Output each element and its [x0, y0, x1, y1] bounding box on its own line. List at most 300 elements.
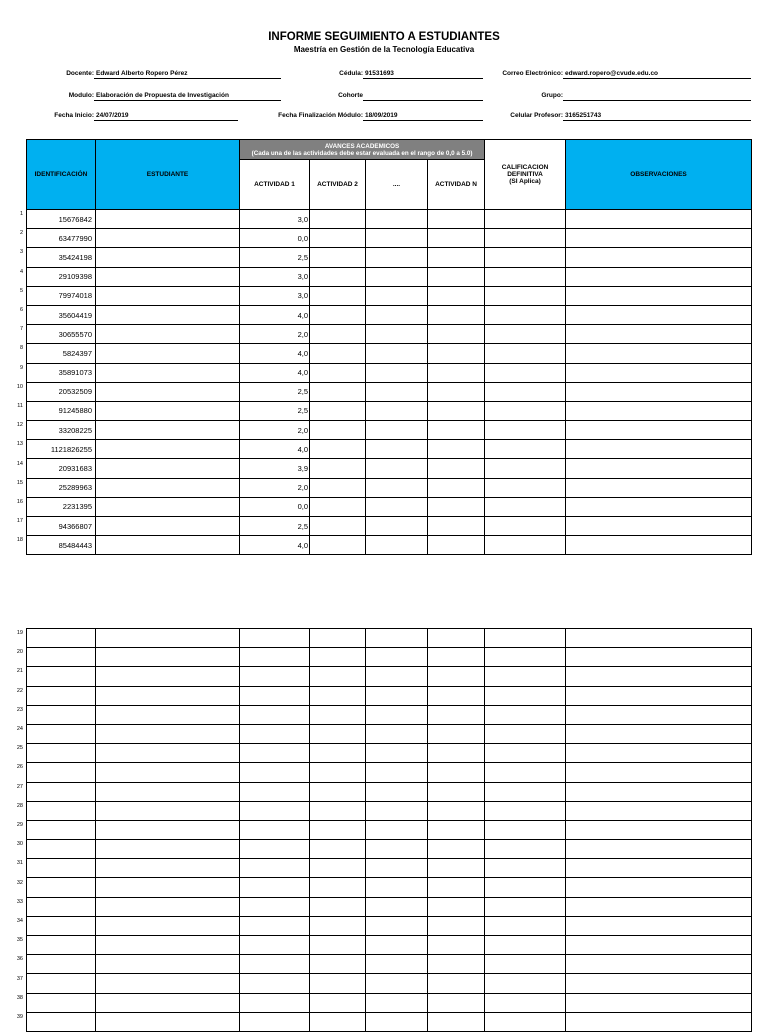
calificacion-cell[interactable] [485, 210, 566, 229]
blank-cell[interactable] [240, 667, 310, 686]
blank-cell[interactable] [96, 1012, 240, 1031]
observaciones-cell[interactable] [566, 382, 752, 401]
actividadn-cell[interactable] [428, 305, 485, 324]
observaciones-cell[interactable] [566, 478, 752, 497]
blank-cell[interactable] [428, 724, 485, 743]
fecha-inicio-field[interactable]: 24/07/2019 [94, 111, 238, 121]
actividad2-cell[interactable] [310, 440, 366, 459]
blank-cell[interactable] [96, 801, 240, 820]
actividad1-cell[interactable]: 2,0 [240, 421, 310, 440]
blank-cell[interactable] [310, 993, 366, 1012]
blank-cell[interactable] [240, 782, 310, 801]
actividad1-cell[interactable]: 4,0 [240, 363, 310, 382]
blank-cell[interactable] [566, 648, 752, 667]
observaciones-cell[interactable] [566, 536, 752, 555]
blank-cell[interactable] [96, 744, 240, 763]
blank-cell[interactable] [366, 648, 428, 667]
blank-cell[interactable] [366, 705, 428, 724]
identificacion-cell[interactable]: 35604419 [27, 305, 96, 324]
actividadn-cell[interactable] [428, 286, 485, 305]
blank-cell[interactable] [428, 667, 485, 686]
blank-cell[interactable] [428, 629, 485, 648]
identificacion-cell[interactable]: 1121826255 [27, 440, 96, 459]
blank-cell[interactable] [485, 916, 566, 935]
dots-cell[interactable] [366, 210, 428, 229]
blank-cell[interactable] [27, 705, 96, 724]
calificacion-cell[interactable] [485, 459, 566, 478]
blank-cell[interactable] [96, 686, 240, 705]
blank-cell[interactable] [366, 936, 428, 955]
estudiante-cell[interactable] [96, 229, 240, 248]
blank-cell[interactable] [485, 782, 566, 801]
estudiante-cell[interactable] [96, 497, 240, 516]
estudiante-cell[interactable] [96, 210, 240, 229]
blank-cell[interactable] [310, 667, 366, 686]
blank-cell[interactable] [485, 840, 566, 859]
blank-cell[interactable] [240, 744, 310, 763]
blank-cell[interactable] [27, 1012, 96, 1031]
actividadn-cell[interactable] [428, 267, 485, 286]
identificacion-cell[interactable]: 94366807 [27, 517, 96, 536]
observaciones-cell[interactable] [566, 344, 752, 363]
estudiante-cell[interactable] [96, 382, 240, 401]
blank-cell[interactable] [566, 840, 752, 859]
calificacion-cell[interactable] [485, 401, 566, 420]
estudiante-cell[interactable] [96, 421, 240, 440]
observaciones-cell[interactable] [566, 210, 752, 229]
actividad2-cell[interactable] [310, 344, 366, 363]
calificacion-cell[interactable] [485, 478, 566, 497]
blank-cell[interactable] [27, 974, 96, 993]
actividad2-cell[interactable] [310, 210, 366, 229]
identificacion-cell[interactable]: 15676842 [27, 210, 96, 229]
actividad1-cell[interactable]: 3,0 [240, 267, 310, 286]
actividad2-cell[interactable] [310, 382, 366, 401]
actividadn-cell[interactable] [428, 325, 485, 344]
actividad2-cell[interactable] [310, 229, 366, 248]
blank-cell[interactable] [27, 782, 96, 801]
blank-cell[interactable] [566, 897, 752, 916]
blank-cell[interactable] [366, 744, 428, 763]
actividad2-cell[interactable] [310, 478, 366, 497]
blank-cell[interactable] [485, 936, 566, 955]
observaciones-cell[interactable] [566, 363, 752, 382]
estudiante-cell[interactable] [96, 440, 240, 459]
actividadn-cell[interactable] [428, 459, 485, 478]
observaciones-cell[interactable] [566, 421, 752, 440]
blank-cell[interactable] [310, 724, 366, 743]
blank-cell[interactable] [428, 782, 485, 801]
observaciones-cell[interactable] [566, 517, 752, 536]
blank-cell[interactable] [485, 859, 566, 878]
actividadn-cell[interactable] [428, 440, 485, 459]
observaciones-cell[interactable] [566, 325, 752, 344]
blank-cell[interactable] [27, 897, 96, 916]
identificacion-cell[interactable]: 30655570 [27, 325, 96, 344]
actividad1-cell[interactable]: 2,0 [240, 325, 310, 344]
blank-cell[interactable] [366, 686, 428, 705]
actividad1-cell[interactable]: 2,5 [240, 248, 310, 267]
correo-field[interactable]: edward.ropero@cvude.edu.co [563, 69, 751, 79]
estudiante-cell[interactable] [96, 344, 240, 363]
identificacion-cell[interactable]: 33208225 [27, 421, 96, 440]
blank-cell[interactable] [366, 859, 428, 878]
blank-cell[interactable] [310, 897, 366, 916]
actividad2-cell[interactable] [310, 248, 366, 267]
estudiante-cell[interactable] [96, 459, 240, 478]
actividad2-cell[interactable] [310, 363, 366, 382]
blank-cell[interactable] [485, 648, 566, 667]
blank-cell[interactable] [240, 1012, 310, 1031]
blank-cell[interactable] [96, 916, 240, 935]
blank-cell[interactable] [366, 782, 428, 801]
blank-cell[interactable] [428, 705, 485, 724]
blank-cell[interactable] [485, 878, 566, 897]
blank-cell[interactable] [366, 916, 428, 935]
observaciones-cell[interactable] [566, 229, 752, 248]
observaciones-cell[interactable] [566, 497, 752, 516]
modulo-field[interactable]: Elaboración de Propuesta de Investigación [94, 91, 281, 101]
observaciones-cell[interactable] [566, 286, 752, 305]
blank-cell[interactable] [428, 936, 485, 955]
identificacion-cell[interactable]: 79974018 [27, 286, 96, 305]
blank-cell[interactable] [27, 648, 96, 667]
dots-cell[interactable] [366, 344, 428, 363]
actividad1-cell[interactable]: 2,0 [240, 478, 310, 497]
dots-cell[interactable] [366, 248, 428, 267]
blank-cell[interactable] [240, 629, 310, 648]
actividad1-cell[interactable]: 0,0 [240, 229, 310, 248]
dots-cell[interactable] [366, 325, 428, 344]
blank-cell[interactable] [485, 1012, 566, 1031]
actividadn-cell[interactable] [428, 382, 485, 401]
blank-cell[interactable] [240, 724, 310, 743]
blank-cell[interactable] [366, 878, 428, 897]
blank-cell[interactable] [366, 955, 428, 974]
blank-cell[interactable] [240, 840, 310, 859]
observaciones-cell[interactable] [566, 440, 752, 459]
dots-cell[interactable] [366, 286, 428, 305]
blank-cell[interactable] [310, 744, 366, 763]
blank-cell[interactable] [566, 763, 752, 782]
calificacion-cell[interactable] [485, 382, 566, 401]
identificacion-cell[interactable]: 35424198 [27, 248, 96, 267]
calificacion-cell[interactable] [485, 497, 566, 516]
blank-cell[interactable] [96, 993, 240, 1012]
actividad2-cell[interactable] [310, 305, 366, 324]
blank-cell[interactable] [310, 705, 366, 724]
blank-cell[interactable] [96, 878, 240, 897]
identificacion-cell[interactable]: 20532509 [27, 382, 96, 401]
blank-cell[interactable] [240, 801, 310, 820]
actividad1-cell[interactable]: 3,0 [240, 210, 310, 229]
observaciones-cell[interactable] [566, 401, 752, 420]
actividad2-cell[interactable] [310, 517, 366, 536]
blank-cell[interactable] [310, 936, 366, 955]
blank-cell[interactable] [366, 629, 428, 648]
blank-cell[interactable] [240, 955, 310, 974]
actividad1-cell[interactable]: 3,9 [240, 459, 310, 478]
blank-cell[interactable] [310, 955, 366, 974]
blank-cell[interactable] [310, 763, 366, 782]
blank-cell[interactable] [96, 840, 240, 859]
grupo-field[interactable] [563, 91, 751, 101]
blank-cell[interactable] [566, 916, 752, 935]
blank-cell[interactable] [240, 763, 310, 782]
blank-cell[interactable] [310, 782, 366, 801]
calificacion-cell[interactable] [485, 440, 566, 459]
blank-cell[interactable] [566, 859, 752, 878]
blank-cell[interactable] [27, 993, 96, 1012]
blank-cell[interactable] [485, 744, 566, 763]
dots-cell[interactable] [366, 536, 428, 555]
blank-cell[interactable] [96, 936, 240, 955]
blank-cell[interactable] [240, 820, 310, 839]
blank-cell[interactable] [27, 667, 96, 686]
blank-cell[interactable] [485, 993, 566, 1012]
dots-cell[interactable] [366, 382, 428, 401]
identificacion-cell[interactable]: 85484443 [27, 536, 96, 555]
dots-cell[interactable] [366, 440, 428, 459]
blank-cell[interactable] [96, 974, 240, 993]
calificacion-cell[interactable] [485, 305, 566, 324]
blank-cell[interactable] [485, 686, 566, 705]
actividadn-cell[interactable] [428, 536, 485, 555]
blank-cell[interactable] [566, 782, 752, 801]
blank-cell[interactable] [27, 801, 96, 820]
blank-cell[interactable] [366, 763, 428, 782]
actividadn-cell[interactable] [428, 517, 485, 536]
blank-cell[interactable] [366, 993, 428, 1012]
identificacion-cell[interactable]: 91245880 [27, 401, 96, 420]
blank-cell[interactable] [96, 955, 240, 974]
dots-cell[interactable] [366, 363, 428, 382]
dots-cell[interactable] [366, 517, 428, 536]
dots-cell[interactable] [366, 459, 428, 478]
blank-cell[interactable] [485, 820, 566, 839]
blank-cell[interactable] [366, 1012, 428, 1031]
blank-cell[interactable] [310, 801, 366, 820]
actividadn-cell[interactable] [428, 478, 485, 497]
observaciones-cell[interactable] [566, 305, 752, 324]
actividad2-cell[interactable] [310, 267, 366, 286]
blank-cell[interactable] [428, 763, 485, 782]
blank-cell[interactable] [366, 724, 428, 743]
actividadn-cell[interactable] [428, 248, 485, 267]
estudiante-cell[interactable] [96, 363, 240, 382]
observaciones-cell[interactable] [566, 459, 752, 478]
actividad2-cell[interactable] [310, 401, 366, 420]
observaciones-cell[interactable] [566, 248, 752, 267]
actividad1-cell[interactable]: 2,5 [240, 401, 310, 420]
blank-cell[interactable] [310, 1012, 366, 1031]
identificacion-cell[interactable]: 20931683 [27, 459, 96, 478]
blank-cell[interactable] [240, 686, 310, 705]
actividad2-cell[interactable] [310, 421, 366, 440]
blank-cell[interactable] [310, 629, 366, 648]
blank-cell[interactable] [485, 705, 566, 724]
blank-cell[interactable] [566, 974, 752, 993]
blank-cell[interactable] [485, 667, 566, 686]
dots-cell[interactable] [366, 229, 428, 248]
blank-cell[interactable] [485, 629, 566, 648]
blank-cell[interactable] [566, 667, 752, 686]
blank-cell[interactable] [27, 840, 96, 859]
calificacion-cell[interactable] [485, 517, 566, 536]
dots-cell[interactable] [366, 401, 428, 420]
blank-cell[interactable] [27, 878, 96, 897]
blank-cell[interactable] [310, 840, 366, 859]
actividad2-cell[interactable] [310, 325, 366, 344]
blank-cell[interactable] [366, 820, 428, 839]
blank-cell[interactable] [366, 974, 428, 993]
blank-cell[interactable] [485, 801, 566, 820]
cedula-field[interactable]: 91531693 [363, 69, 483, 79]
blank-cell[interactable] [485, 955, 566, 974]
actividadn-cell[interactable] [428, 344, 485, 363]
actividad2-cell[interactable] [310, 536, 366, 555]
actividadn-cell[interactable] [428, 229, 485, 248]
blank-cell[interactable] [428, 801, 485, 820]
estudiante-cell[interactable] [96, 286, 240, 305]
blank-cell[interactable] [96, 897, 240, 916]
identificacion-cell[interactable]: 5824397 [27, 344, 96, 363]
estudiante-cell[interactable] [96, 536, 240, 555]
estudiante-cell[interactable] [96, 478, 240, 497]
actividad1-cell[interactable]: 4,0 [240, 440, 310, 459]
estudiante-cell[interactable] [96, 248, 240, 267]
blank-cell[interactable] [27, 916, 96, 935]
actividad1-cell[interactable]: 4,0 [240, 344, 310, 363]
blank-cell[interactable] [240, 705, 310, 724]
estudiante-cell[interactable] [96, 401, 240, 420]
calificacion-cell[interactable] [485, 248, 566, 267]
observaciones-cell[interactable] [566, 267, 752, 286]
blank-cell[interactable] [240, 974, 310, 993]
blank-cell[interactable] [566, 936, 752, 955]
dots-cell[interactable] [366, 421, 428, 440]
identificacion-cell[interactable]: 29109398 [27, 267, 96, 286]
blank-cell[interactable] [27, 820, 96, 839]
blank-cell[interactable] [485, 974, 566, 993]
estudiante-cell[interactable] [96, 325, 240, 344]
blank-cell[interactable] [428, 897, 485, 916]
blank-cell[interactable] [310, 859, 366, 878]
blank-cell[interactable] [310, 648, 366, 667]
blank-cell[interactable] [310, 820, 366, 839]
dots-cell[interactable] [366, 267, 428, 286]
blank-cell[interactable] [428, 820, 485, 839]
blank-cell[interactable] [366, 840, 428, 859]
actividadn-cell[interactable] [428, 421, 485, 440]
blank-cell[interactable] [366, 897, 428, 916]
blank-cell[interactable] [366, 667, 428, 686]
blank-cell[interactable] [428, 878, 485, 897]
blank-cell[interactable] [240, 993, 310, 1012]
blank-cell[interactable] [485, 724, 566, 743]
celular-field[interactable]: 3165251743 [563, 111, 751, 121]
blank-cell[interactable] [240, 648, 310, 667]
estudiante-cell[interactable] [96, 305, 240, 324]
blank-cell[interactable] [566, 993, 752, 1012]
blank-cell[interactable] [27, 859, 96, 878]
blank-cell[interactable] [428, 993, 485, 1012]
blank-cell[interactable] [96, 782, 240, 801]
blank-cell[interactable] [96, 705, 240, 724]
blank-cell[interactable] [428, 955, 485, 974]
calificacion-cell[interactable] [485, 267, 566, 286]
blank-cell[interactable] [96, 859, 240, 878]
blank-cell[interactable] [27, 629, 96, 648]
calificacion-cell[interactable] [485, 536, 566, 555]
blank-cell[interactable] [240, 936, 310, 955]
dots-cell[interactable] [366, 478, 428, 497]
blank-cell[interactable] [566, 744, 752, 763]
calificacion-cell[interactable] [485, 363, 566, 382]
estudiante-cell[interactable] [96, 517, 240, 536]
blank-cell[interactable] [310, 974, 366, 993]
blank-cell[interactable] [366, 801, 428, 820]
identificacion-cell[interactable]: 63477990 [27, 229, 96, 248]
actividad2-cell[interactable] [310, 497, 366, 516]
actividad2-cell[interactable] [310, 286, 366, 305]
actividad1-cell[interactable]: 2,5 [240, 517, 310, 536]
calificacion-cell[interactable] [485, 325, 566, 344]
actividadn-cell[interactable] [428, 401, 485, 420]
blank-cell[interactable] [310, 686, 366, 705]
blank-cell[interactable] [566, 820, 752, 839]
blank-cell[interactable] [485, 763, 566, 782]
blank-cell[interactable] [27, 936, 96, 955]
blank-cell[interactable] [310, 916, 366, 935]
dots-cell[interactable] [366, 497, 428, 516]
blank-cell[interactable] [428, 1012, 485, 1031]
blank-cell[interactable] [566, 629, 752, 648]
blank-cell[interactable] [428, 974, 485, 993]
cohorte-field[interactable] [363, 91, 483, 101]
blank-cell[interactable] [428, 744, 485, 763]
blank-cell[interactable] [566, 724, 752, 743]
identificacion-cell[interactable]: 2231395 [27, 497, 96, 516]
blank-cell[interactable] [566, 955, 752, 974]
blank-cell[interactable] [27, 763, 96, 782]
blank-cell[interactable] [566, 705, 752, 724]
identificacion-cell[interactable]: 25289963 [27, 478, 96, 497]
actividad1-cell[interactable]: 0,0 [240, 497, 310, 516]
blank-cell[interactable] [240, 897, 310, 916]
blank-cell[interactable] [566, 686, 752, 705]
actividadn-cell[interactable] [428, 497, 485, 516]
blank-cell[interactable] [96, 724, 240, 743]
blank-cell[interactable] [96, 763, 240, 782]
calificacion-cell[interactable] [485, 421, 566, 440]
calificacion-cell[interactable] [485, 344, 566, 363]
blank-cell[interactable] [310, 878, 366, 897]
blank-cell[interactable] [566, 801, 752, 820]
blank-cell[interactable] [428, 916, 485, 935]
blank-cell[interactable] [27, 724, 96, 743]
actividadn-cell[interactable] [428, 363, 485, 382]
actividad1-cell[interactable]: 4,0 [240, 536, 310, 555]
blank-cell[interactable] [240, 916, 310, 935]
blank-cell[interactable] [240, 878, 310, 897]
actividad1-cell[interactable]: 4,0 [240, 305, 310, 324]
blank-cell[interactable] [428, 648, 485, 667]
actividad1-cell[interactable]: 2,5 [240, 382, 310, 401]
blank-cell[interactable] [566, 878, 752, 897]
docente-field[interactable]: Edward Alberto Ropero Pérez [94, 69, 281, 79]
blank-cell[interactable] [27, 744, 96, 763]
